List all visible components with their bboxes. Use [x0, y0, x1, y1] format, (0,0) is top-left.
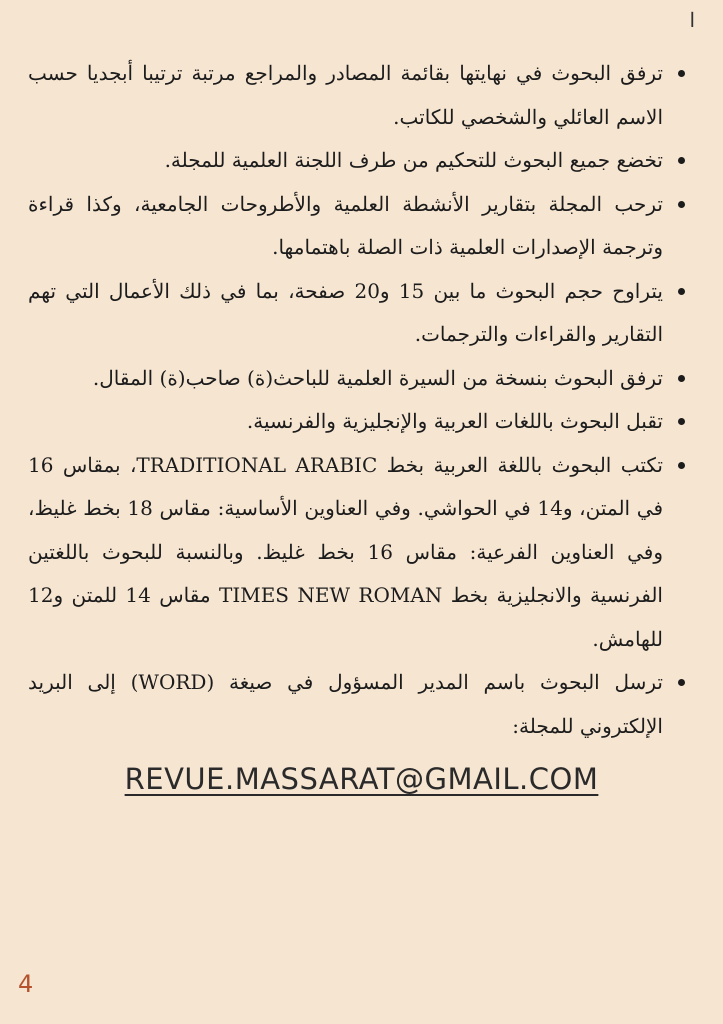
corner-mark: ا — [689, 8, 695, 32]
submission-rules-list — [28, 52, 687, 748]
rule-item: يتراوح حجم البحوث ما بين 15 و20 صفحة، بما في ذلك الأعمال التي تهم التقارير والقراءات والترجمات. — [28, 270, 663, 357]
rule-item: ترفق البحوث في نهايتها بقائمة المصادر والمراجع مرتبة ترتيبا أبجديا حسب الاسم العائلي والشخصي للكاتب. — [28, 52, 663, 139]
rule-item: تقبل البحوث باللغات العربية والإنجليزية والفرنسية. — [28, 400, 663, 444]
rule-item: ترفق البحوث بنسخة من السيرة العلمية للباحث(ة) صاحب(ة) المقال. — [28, 357, 663, 401]
rule-item: تخضع جميع البحوث للتحكيم من طرف اللجنة العلمية للمجلة. — [28, 139, 663, 183]
page-number: 4 — [18, 970, 34, 998]
rule-item: ترحب المجلة بتقارير الأنشطة العلمية والأطروحات الجامعية، وكذا قراءة وترجمة الإصدارات العلمية ذات الصلة باهتمامها. — [28, 183, 663, 270]
rule-item: ترسل البحوث باسم المدير المسؤول في صيغة (WORD) إلى البريد الإلكتروني للمجلة: — [28, 661, 663, 748]
email-link[interactable]: REVUE.MASSARAT@GMAIL.COM — [124, 762, 599, 796]
rule-item: تكتب البحوث باللغة العربية بخط TRADITIONAL ARABIC، بمقاس 16 في المتن، و14 في الحواشي. وفي العناوين الأساسية: مقاس 18 بخط غليظ، وفي العناوين الفرعية: مقاس 16 بخط غليظ. وبالنسبة للبحوث باللغتين الفرنسية والانجليزية بخط TIMES NEW ROMAN مقاس 14 للمتن و12 للهامش. — [28, 444, 663, 662]
